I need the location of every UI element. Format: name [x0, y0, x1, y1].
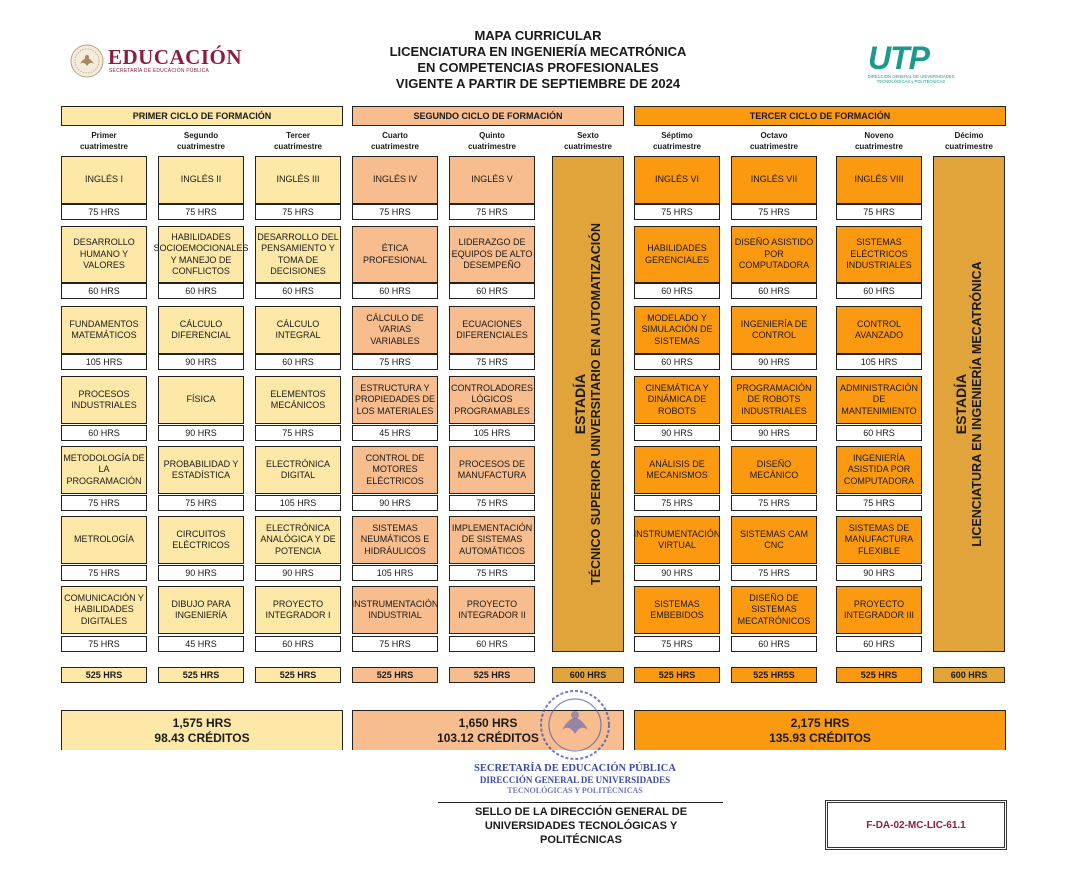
estadia-label-line: ESTADÍA [953, 373, 969, 435]
column-header-line: cuatrimestre [944, 142, 994, 151]
subject-box: PROBABILIDAD Y ESTADÍSTICA [158, 446, 244, 494]
column-header-line: Décimo [954, 131, 984, 140]
column-header-line: cuatrimestre [467, 142, 517, 151]
term-total-hours: 525 HRS [352, 667, 438, 683]
subject-box: PROYECTO INTEGRADOR I [255, 586, 341, 634]
column-header-line: cuatrimestre [563, 142, 613, 151]
subject-hours: 60 HRS [731, 636, 817, 652]
subject-hours: 60 HRS [255, 636, 341, 652]
subject-hours: 60 HRS [634, 283, 720, 299]
subject-box: CÁLCULO DIFERENCIAL [158, 306, 244, 354]
subject-hours: 75 HRS [61, 565, 147, 581]
subject-box: METODOLOGÍA DE LA PROGRAMACIÓN [61, 446, 147, 494]
term-total-hours: 525 HRS [836, 667, 922, 683]
stamp-line: DIRECCIÓN GENERAL DE UNIVERSIDADES [479, 775, 671, 785]
column-header [634, 130, 720, 152]
subject-hours: 75 HRS [836, 204, 922, 220]
subject-hours: 105 HRS [352, 565, 438, 581]
column-header [836, 130, 922, 152]
subject-hours: 60 HRS [836, 283, 922, 299]
subject-box: INGLÉS VI [634, 156, 720, 204]
subject-box: PROGRAMACIÓN DE ROBOTS INDUSTRIALES [731, 376, 817, 424]
subject-hours: 75 HRS [731, 204, 817, 220]
subject-box: DESARROLLO DEL PENSAMIENTO Y TOMA DE DECISIONES [255, 226, 341, 283]
stamp-line: TECNOLÓGICAS Y POLITÉCNICAS [507, 786, 643, 795]
utp-logo-word [868, 40, 929, 77]
utp-logo-tp: TP [890, 40, 929, 76]
summary-credits: 103.12 CRÉDITOS [437, 730, 539, 745]
subject-box: HABILIDADES SOCIOEMOCIONALES Y MANEJO DE CONFLICTOS [158, 226, 244, 283]
subject-hours: 60 HRS [634, 354, 720, 370]
term-total-hours: 600 HRS [552, 667, 624, 683]
subject-hours: 75 HRS [449, 565, 535, 581]
subject-hours: 60 HRS [61, 283, 147, 299]
subject-box: ESTRUCTURA Y PROPIEDADES DE LOS MATERIALES [352, 376, 438, 424]
subject-box: SISTEMAS EMBEBIDOS [634, 586, 720, 634]
subject-hours: 90 HRS [836, 565, 922, 581]
subject-box: ECUACIONES DIFERENCIALES [449, 306, 535, 354]
estadia-label-line: LICENCIATURA EN INGENIERÍA MECATRÓNICA [970, 261, 984, 547]
column-header [158, 130, 244, 152]
column-header-line: cuatrimestre [273, 142, 323, 151]
title-line: VIGENTE A PARTIR DE SEPTIEMBRE DE 2024 [395, 76, 681, 91]
sep-logo-word: EDUCACIÓN [108, 45, 243, 69]
column-header [352, 130, 438, 152]
subject-box: INGLÉS I [61, 156, 147, 204]
subject-box: DISEÑO DE SISTEMAS MECATRÓNICOS [731, 586, 817, 634]
subject-box: DISEÑO ASISTIDO POR COMPUTADORA [731, 226, 817, 283]
subject-hours: 90 HRS [158, 354, 244, 370]
subject-box: PROYECTO INTEGRADOR III [836, 586, 922, 634]
subject-hours: 90 HRS [158, 425, 244, 441]
column-header-line: Cuarto [382, 131, 408, 140]
subject-box: INSTRUMENTACIÓN INDUSTRIAL [352, 586, 438, 634]
term-total-hours: 600 HRS [933, 667, 1005, 683]
subject-hours: 75 HRS [449, 495, 535, 511]
subject-hours: 90 HRS [158, 565, 244, 581]
column-header-line: cuatrimestre [370, 142, 420, 151]
subject-hours: 60 HRS [449, 636, 535, 652]
cycle-header-1: PRIMER CICLO DE FORMACIÓN [61, 106, 343, 126]
subject-hours: 90 HRS [634, 565, 720, 581]
column-header-line: Séptimo [661, 131, 693, 140]
term-total-hours: 525 HRS [158, 667, 244, 683]
column-header [255, 130, 341, 152]
subject-box: INGLÉS VIII [836, 156, 922, 204]
subject-box: SISTEMAS CAM CNC [731, 516, 817, 564]
subject-hours: 75 HRS [731, 495, 817, 511]
subject-box: INGLÉS II [158, 156, 244, 204]
column-header-line: Octavo [760, 131, 788, 140]
seal-label [440, 805, 722, 847]
sep-logo-subtitle: SECRETARÍA DE EDUCACIÓN PÚBLICA [109, 68, 210, 74]
subject-hours: 60 HRS [255, 283, 341, 299]
subject-box: CONTROLADORES LÓGICOS PROGRAMABLES [449, 376, 535, 424]
subject-box: PROCESOS INDUSTRIALES [61, 376, 147, 424]
subject-hours: 75 HRS [352, 204, 438, 220]
subject-box: METROLOGÍA [61, 516, 147, 564]
column-header-line: cuatrimestre [79, 142, 129, 151]
subject-hours: 75 HRS [352, 354, 438, 370]
subject-box: INGLÉS III [255, 156, 341, 204]
utp-logo [866, 40, 956, 88]
official-seal-icon [538, 688, 612, 762]
official-stamp [470, 762, 680, 796]
subject-box: SISTEMAS NEUMÁTICOS E HIDRÁULICOS [352, 516, 438, 564]
utp-logo-u: U [868, 40, 891, 76]
column-header-line: cuatrimestre [652, 142, 702, 151]
estadia-column [933, 156, 1005, 652]
summary-credits: 98.43 CRÉDITOS [154, 730, 250, 745]
column-header [731, 130, 817, 152]
subject-hours: 75 HRS [634, 204, 720, 220]
subject-hours: 75 HRS [61, 204, 147, 220]
subject-hours: 90 HRS [255, 565, 341, 581]
stamp-line: SECRETARÍA DE EDUCACIÓN PÚBLICA [474, 763, 676, 774]
subject-box: SISTEMAS ELÉCTRICOS INDUSTRIALES [836, 226, 922, 283]
subject-hours: 60 HRS [61, 425, 147, 441]
subject-box: ELECTRÓNICA DIGITAL [255, 446, 341, 494]
column-header-line: Primer [91, 131, 117, 140]
subject-hours: 45 HRS [352, 425, 438, 441]
estadia-label [953, 261, 985, 546]
utp-logo-subtitle: DIRECCIÓN GENERAL DE UNIVERSIDADES TECNOLÓGICAS y POLITÉCNICAS [867, 74, 955, 84]
subject-hours: 60 HRS [158, 283, 244, 299]
subject-box: ELEMENTOS MECÁNICOS [255, 376, 341, 424]
subject-box: SISTEMAS DE MANUFACTURA FLEXIBLE [836, 516, 922, 564]
subject-box: LIDERAZGO DE EQUIPOS DE ALTO DESEMPEÑO [449, 226, 535, 283]
subject-hours: 75 HRS [449, 204, 535, 220]
subject-hours: 75 HRS [449, 354, 535, 370]
column-header [449, 130, 535, 152]
column-header-line: cuatrimestre [749, 142, 799, 151]
subject-hours: 60 HRS [731, 283, 817, 299]
subject-hours: 105 HRS [449, 425, 535, 441]
summary-hours: 1,575 HRS [172, 715, 232, 730]
estadia-column [552, 156, 624, 652]
term-total-hours: 525 HRS [449, 667, 535, 683]
estadia-label-line: ESTADÍA [572, 373, 588, 435]
column-header-line: cuatrimestre [854, 142, 904, 151]
subject-box: ANÁLISIS DE MECANISMOS [634, 446, 720, 494]
subject-hours: 75 HRS [731, 565, 817, 581]
subject-box: PROYECTO INTEGRADOR II [449, 586, 535, 634]
summary-credits: 135.93 CRÉDITOS [769, 730, 871, 745]
subject-box: CONTROL DE MOTORES ELÉCTRICOS [352, 446, 438, 494]
subject-box: INGLÉS VII [731, 156, 817, 204]
term-total-hours: 525 HR5S [731, 667, 817, 683]
subject-box: CÁLCULO INTEGRAL [255, 306, 341, 354]
subject-box: FÍSICA [158, 376, 244, 424]
subject-hours: 60 HRS [352, 283, 438, 299]
subject-box: INGENIERÍA ASISTIDA POR COMPUTADORA [836, 446, 922, 494]
subject-hours: 105 HRS [836, 354, 922, 370]
subject-box: CONTROL AVANZADO [836, 306, 922, 354]
subject-box: ELECTRÓNICA ANALÓGICA Y DE POTENCIA [255, 516, 341, 564]
cycle-summary-3 [634, 710, 1006, 750]
subject-box: HABILIDADES GERENCIALES [634, 226, 720, 283]
subject-hours: 75 HRS [255, 425, 341, 441]
title-line: LICENCIATURA EN INGENIERÍA MECATRÓNICA [389, 44, 687, 59]
column-header-line: Quinto [479, 131, 505, 140]
column-header [61, 130, 147, 152]
subject-box: DISEÑO MECÁNICO [731, 446, 817, 494]
subject-hours: 75 HRS [634, 495, 720, 511]
subject-hours: 105 HRS [255, 495, 341, 511]
cycle-summary-1 [61, 710, 343, 750]
subject-hours: 75 HRS [61, 636, 147, 652]
column-header-line: Sexto [577, 131, 599, 140]
document-code: F-DA-02-MC-LIC-61.1 [825, 800, 1007, 850]
subject-box: ÉTICA PROFESIONAL [352, 226, 438, 283]
term-total-hours: 525 HRS [634, 667, 720, 683]
subject-hours: 75 HRS [158, 204, 244, 220]
subject-hours: 90 HRS [731, 425, 817, 441]
subject-hours: 75 HRS [836, 495, 922, 511]
column-header [926, 130, 1012, 152]
seal-label-line: POLITÉCNICAS [540, 834, 622, 846]
subject-box: DESARROLLO HUMANO Y VALORES [61, 226, 147, 283]
subject-box: INSTRUMENTACIÓN VIRTUAL [634, 516, 720, 564]
column-header-line: Segundo [183, 131, 219, 140]
subject-box: COMUNICACIÓN Y HABILIDADES DIGITALES [61, 586, 147, 634]
title-line: EN COMPETENCIAS PROFESIONALES [417, 60, 659, 75]
column-header-line: Tercer [286, 131, 310, 140]
subject-hours: 60 HRS [836, 636, 922, 652]
subject-hours: 105 HRS [61, 354, 147, 370]
subject-hours: 75 HRS [255, 204, 341, 220]
subject-box: IMPLEMENTACIÓN DE SISTEMAS AUTOMÁTICOS [449, 516, 535, 564]
seal-label-line: UNIVERSIDADES TECNOLÓGICAS Y [484, 820, 678, 832]
subject-box: ADMINISTRACIÓN DE MANTENIMIENTO [836, 376, 922, 424]
term-total-hours: 525 HRS [255, 667, 341, 683]
subject-box: CIRCUITOS ELÉCTRICOS [158, 516, 244, 564]
subject-box: FUNDAMENTOS MATEMÁTICOS [61, 306, 147, 354]
subject-hours: 90 HRS [731, 354, 817, 370]
seal-label-line: SELLO DE LA DIRECCIÓN GENERAL DE [474, 806, 688, 818]
subject-box: INGLÉS IV [352, 156, 438, 204]
cycle-header-3: TERCER CICLO DE FORMACIÓN [634, 106, 1006, 126]
estadia-label-line: TÉCNICO SUPERIOR UNIVERSITARIO EN AUTOMATIZACIÓN [589, 222, 603, 586]
subject-box: DIBUJO PARA INGENIERÍA [158, 586, 244, 634]
column-header-line: cuatrimestre [176, 142, 226, 151]
document-title [300, 28, 776, 92]
subject-box: CÁLCULO DE VARIAS VARIABLES [352, 306, 438, 354]
subject-box: INGENIERÍA DE CONTROL [731, 306, 817, 354]
summary-hours: 2,175 HRS [790, 715, 850, 730]
cycle-header-2: SEGUNDO CICLO DE FORMACIÓN [352, 106, 624, 126]
subject-hours: 60 HRS [449, 283, 535, 299]
subject-hours: 75 HRS [158, 495, 244, 511]
subject-hours: 75 HRS [352, 636, 438, 652]
subject-box: INGLÉS V [449, 156, 535, 204]
column-header [545, 130, 631, 152]
subject-box: CINEMÁTICA Y DINÁMICA DE ROBOTS [634, 376, 720, 424]
term-total-hours: 525 HRS [61, 667, 147, 683]
subject-box: PROCESOS DE MANUFACTURA [449, 446, 535, 494]
summary-hours: 1,650 HRS [458, 715, 518, 730]
estadia-label [572, 223, 604, 585]
signature-line [438, 802, 723, 803]
subject-hours: 75 HRS [61, 495, 147, 511]
eagle-emblem-icon [70, 44, 104, 78]
sep-logo [70, 44, 250, 78]
subject-hours: 75 HRS [634, 636, 720, 652]
subject-box: MODELADO Y SIMULACIÓN DE SISTEMAS [634, 306, 720, 354]
subject-hours: 60 HRS [836, 425, 922, 441]
column-header-line: Noveno [864, 131, 894, 140]
subject-hours: 90 HRS [634, 425, 720, 441]
subject-hours: 45 HRS [158, 636, 244, 652]
subject-hours: 90 HRS [352, 495, 438, 511]
subject-hours: 60 HRS [255, 354, 341, 370]
title-line: MAPA CURRICULAR [474, 28, 602, 43]
